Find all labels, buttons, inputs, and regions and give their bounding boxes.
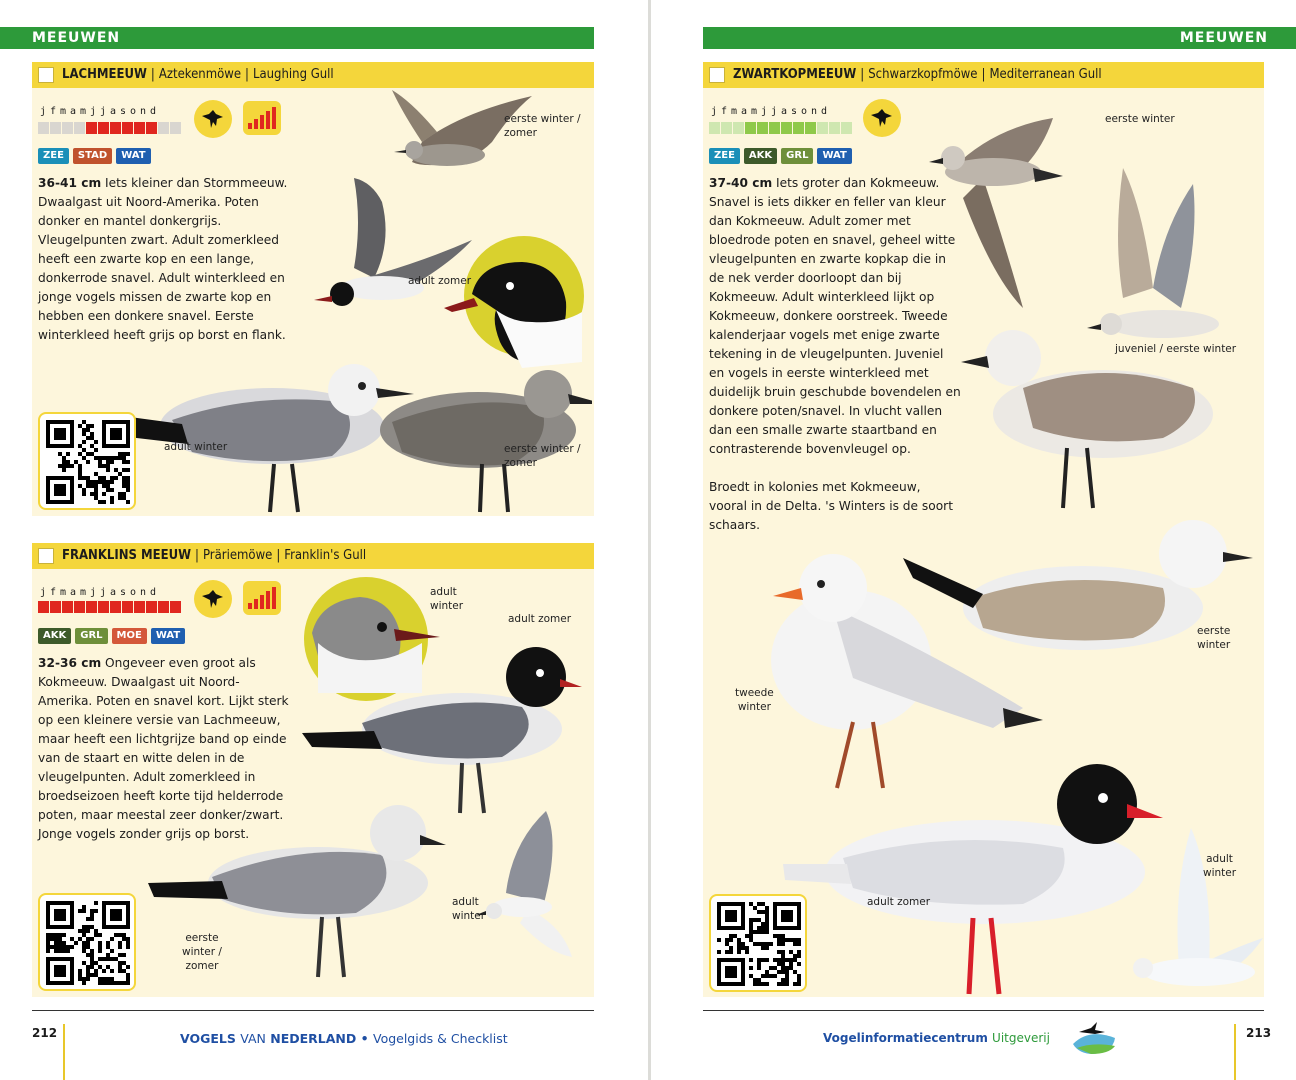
habitat-tag: WAT [817,148,851,164]
qr-pattern [46,420,130,504]
gull-standing-adult-winter [92,364,414,512]
month-letter: n [139,106,147,117]
label-first-winter-flight: eerste winter [1105,113,1175,125]
qr-code[interactable] [38,893,136,991]
species-panel-franklins-meeuw [32,543,594,997]
month-letter: s [119,587,127,598]
right-page [651,0,1296,1080]
gull-standing-adult-summer [783,764,1163,994]
species-name-en: Franklin's Gull [284,548,367,563]
species-name-nl: LACHMEEUW [62,67,147,82]
month-letter: n [139,587,147,598]
month-letter: j [39,106,47,117]
description-text: Iets kleiner dan Stormmeeuw. Dwaalgast uit Noord-Amerika. Poten donker en mantel donkergrijs. Vleugelpunten zwart. Adult zomerkleed heeft een zwarte kop en een lange, donkerrode snavel. Adult winterkleed en jonge vogels missen de zwarte kop en hebben een donkere snavel. Eerste winterkleed heeft grijs op borst en flank. [38,176,288,342]
species-name-en: Mediterranean Gull [989,67,1102,82]
size-range: 32-36 cm [38,656,102,670]
running-head-left: MEEUWEN [0,27,594,49]
checklist-box[interactable] [709,67,725,83]
qr-code[interactable] [38,412,136,510]
month-letter: m [750,106,758,117]
month-letter: a [740,106,748,117]
month-letter: j [770,106,778,117]
gull-flying-first-winter [929,118,1063,308]
label-first-winter-summer-standing: eerste winter / zomer [504,443,581,469]
label-adult-winter-closeup: adult winter [430,586,464,612]
size-range: 36-41 cm [38,176,102,190]
month-letter: a [69,106,77,117]
month-letter: d [149,587,157,598]
label-first-winter-summer-flight: eerste winter / zomer [504,113,581,139]
breeding-text: Broedt in kolonies met Kokmeeuw, vooral in de Delta. 's Winters is de soort schaars. [709,480,953,532]
month-letter: a [109,587,117,598]
month-letter: j [760,106,768,117]
label-juvenile-first-winter: juveniel / eerste winter [1115,343,1237,355]
month-cell [62,601,73,613]
footer-rule-left [32,1010,594,1011]
habitat-tag: MOE [112,628,147,644]
qr-code[interactable] [709,894,807,992]
month-letter: d [820,106,828,117]
species-name-de: Aztekenmöwe [158,67,242,82]
month-cell [62,122,73,134]
month-letter: m [79,106,87,117]
checklist-box[interactable] [38,67,54,83]
footer-accent-right [1234,1024,1236,1080]
species-name-nl: FRANKLINS MEEUW [62,548,192,563]
month-letter: f [49,106,57,117]
label-adult-summer: adult zomer [408,275,472,287]
species-name-nl: ZWARTKOPMEEUW [733,67,857,82]
footer-accent-left [63,1024,65,1080]
month-letter: m [79,587,87,598]
habitat-tag: ZEE [709,148,740,164]
gull-standing-first-winter [380,370,592,512]
month-letter: j [39,587,47,598]
month-letter: f [720,106,728,117]
label-first-winter-standing: eerste winter [1197,625,1231,651]
qr-pattern [46,901,130,985]
label-adult-summer: adult zomer [508,613,572,625]
month-letter: m [730,106,738,117]
gull-illustrations [92,573,592,997]
month-letter: n [810,106,818,117]
label-adult-summer: adult zomer [867,896,931,908]
month-letter: o [129,587,137,598]
footer-rule-right [703,1010,1264,1011]
page-number-right: 213 [1246,1026,1272,1040]
gull-illustrations [723,88,1263,997]
label-adult-winter-flight: adult winter [452,896,486,922]
qr-pattern [717,902,801,986]
month-letter: s [790,106,798,117]
label-adult-winter: adult winter [164,441,228,453]
book-title: VOGELS VAN NEDERLAND • Vogelgids & Checklist [180,1031,508,1046]
month-letter: m [59,587,67,598]
month-letter: a [780,106,788,117]
label-adult-winter: adult winter [1203,853,1237,879]
month-letter: j [89,587,97,598]
habitat-tag: ZEE [38,148,69,164]
month-letter: s [119,106,127,117]
gull-standing-first-winter [961,330,1213,508]
species-panel-zwartkopmeeuw [703,62,1264,997]
gull-flying-adult-winter [476,811,572,957]
month-cell [38,601,49,613]
month-cell [50,122,61,134]
month-letter: o [129,106,137,117]
publisher-logo-icon [1069,1018,1121,1058]
month-cell [74,122,85,134]
month-letter: j [99,587,107,598]
species-name-de: Präriemöwe [202,548,273,563]
species-header: LACHMEEUW | Aztekenmöwe | Laughing Gull [32,62,594,88]
species-header: FRANKLINS MEEUW | Präriemöwe | Franklin's Gull [32,543,594,569]
description-text: Ongeveer even groot als Kokmeeuw. Dwaalgast uit Noord-Amerika. Poten en snavel kort. Lijkt sterk op een kleinere versie van Lachmeeuw, maar heeft een lichtgrijze band op einde van de staart en witte delen in de vleugelpunten. Adult zomerkleed in broedseizoen heeft korte tijd helderrode poten, maar meestal zeer donker/zwart. Jonge vogels zonder grijs op borst. [38,656,289,841]
species-name-en: Laughing Gull [252,67,334,82]
gull-flying-adult-winter [1133,828,1263,986]
species-header: ZWARTKOPMEEUW | Schwarzkopfmöwe | Mediterranean Gull [703,62,1264,88]
month-letter: m [59,106,67,117]
month-letter: d [149,106,157,117]
month-letter: j [710,106,718,117]
habitat-tag: WAT [151,628,185,644]
habitat-tag: WAT [116,148,150,164]
size-range: 37-40 cm [709,176,773,190]
page-number-left: 212 [32,1026,58,1040]
habitat-tag: AKK [744,148,777,164]
species-panel-lachmeeuw [32,62,594,516]
habitat-tag: STAD [73,148,112,164]
month-cell [74,601,85,613]
description-text: Iets groter dan Kokmeeuw. Snavel is iets dikker en feller van kleur dan Kokmeeuw. Adult zomer met bloedrode poten en snavel, geheel witte vleugelpunten en zwarte kopkap die in de nek verder doorloopt dan bij Kokmeeuw. Adult winterkleed lijkt op Kokmeeuw, donkere oorstreek. Tweede kalenderjaar vogels met enige zwarte tekening in de vleugelpunten. Juveniel en vogels in eerste winterkleed met duidelijk bruin geschubde bovendelen en donkere poten/snavel. In vlucht vallen dan een smalle zwarte staartband en contrasterende bovenvleugel op. [709,176,961,456]
label-first-winter-summer: eerste winter / zomer [182,932,222,972]
month-cell [38,122,49,134]
month-letter: o [800,106,808,117]
month-letter: j [99,106,107,117]
month-letter: f [49,587,57,598]
habitat-tag: GRL [781,148,813,164]
gull-flying-juvenile [1087,168,1219,338]
month-letter: a [109,106,117,117]
publisher-name: Vogelinformatiecentrum Uitgeverij [823,1031,1050,1045]
habitat-tag: GRL [75,628,107,644]
running-head-right: MEEUWEN [703,27,1296,49]
month-letter: a [69,587,77,598]
species-name-de: Schwarzkopfmöwe [868,67,978,82]
month-cell [709,122,720,134]
checklist-box[interactable] [38,548,54,564]
month-letter: j [89,106,97,117]
habitat-tag: AKK [38,628,71,644]
month-cell [50,601,61,613]
label-second-winter: tweede winter [735,687,774,713]
